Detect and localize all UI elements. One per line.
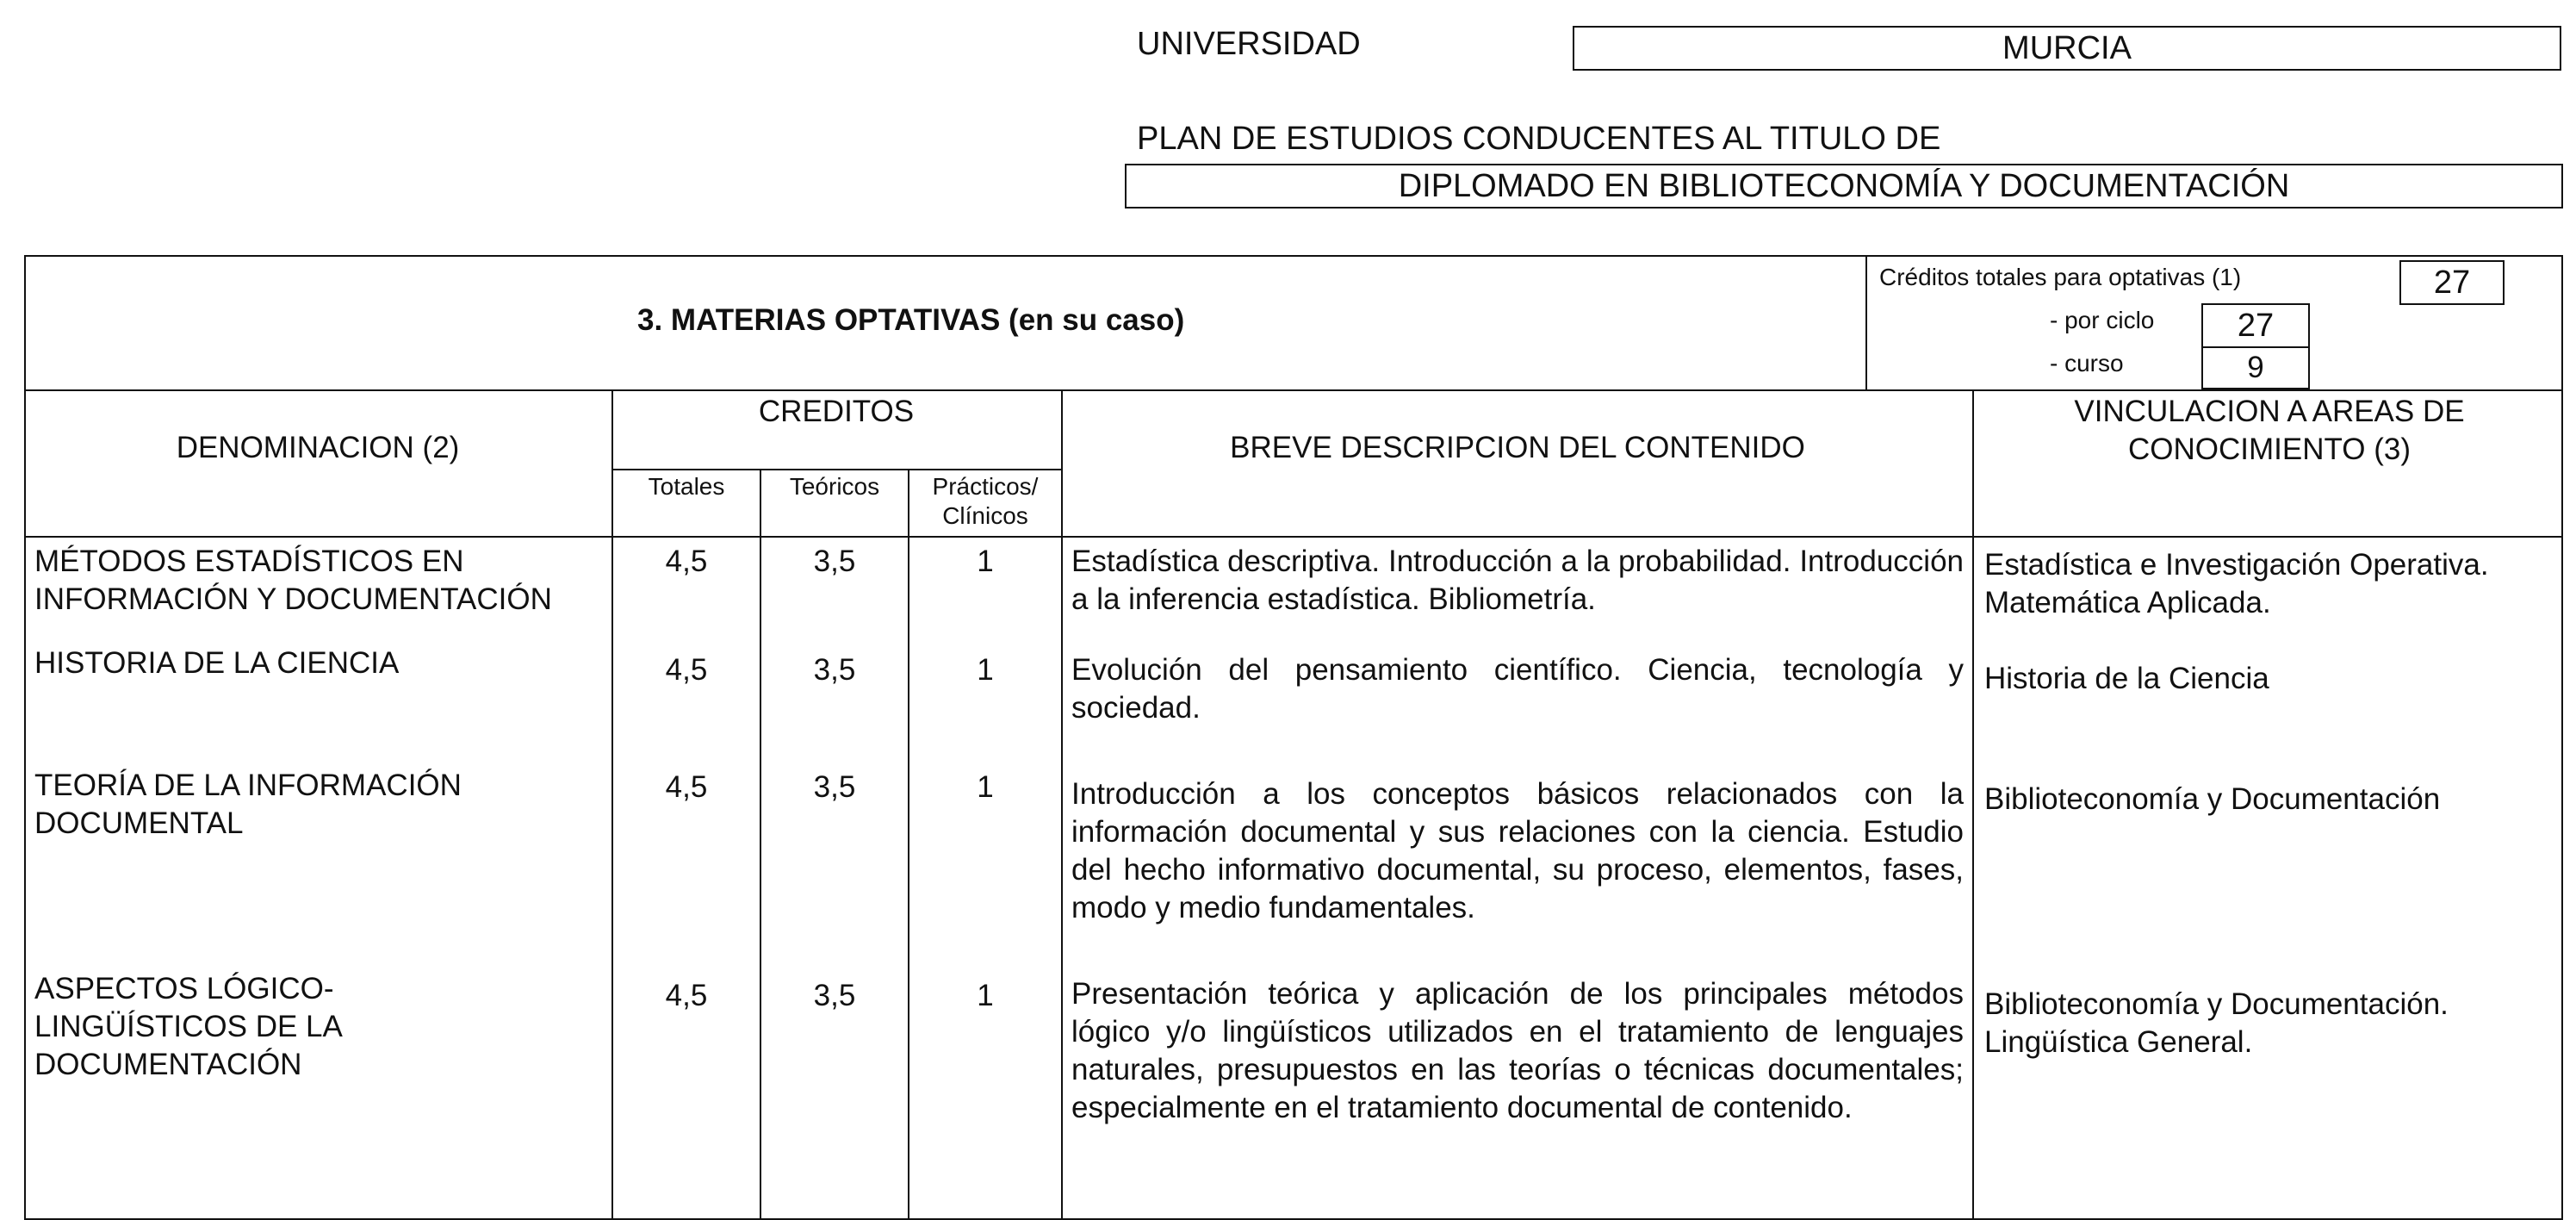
credits-total-label: Créditos totales para optativas (1) (1879, 264, 2242, 290)
row-4-areas: Biblioteconomía y Documentación. Lingüística General. (1984, 987, 2449, 1059)
row-4-practicos: 1 (977, 979, 994, 1012)
row-1-teoricos: 3,5 (813, 545, 856, 578)
col-totales: Totales (648, 473, 725, 500)
col-teoricos: Teóricos (789, 473, 880, 500)
degree-title: DIPLOMADO EN BIBLIOTECONOMÍA Y DOCUMENTACIÓN (1125, 164, 2563, 209)
row-2-areas: Historia de la Ciencia (1984, 662, 2269, 695)
row-3-practicos: 1 (977, 770, 994, 804)
per-cycle-value: 27 (2201, 303, 2310, 348)
row-4-name: ASPECTOS LÓGICO-LINGÜÍSTICOS DE LA DOCUMENTACIÓN (34, 972, 341, 1081)
col-practicos: Prácticos/ Clínicos (932, 473, 1039, 529)
row-1-practicos: 1 (977, 545, 994, 578)
col-vinculacion: VINCULACION A AREAS DE CONOCIMIENTO (3) (2074, 395, 2465, 466)
row-3-description: Introducción a los conceptos básicos relacionados con la información documental y sus relaciones con la ciencia. Estudio del hecho informativo documental, su proceso, elementos, fases, modo y medio fundamentales. (1071, 777, 1964, 924)
row-1-description: Estadística descriptiva. Introducción a la probabilidad. Introducción a la inferencia estadística. Bibliometría. (1071, 545, 1964, 616)
col-creditos: CREDITOS (758, 395, 915, 428)
row-4-description: Presentación teórica y aplicación de los principales métodos lógico y/o lingüísticos utilizados en el tratamiento de lenguajes naturales, presupuestos en las teorías o técnicas documentales; especialmente en el tratamiento documental de contenido. (1071, 977, 1964, 1124)
row-2-practicos: 1 (977, 653, 994, 687)
col-denominacion: DENOMINACION (2) (176, 431, 460, 464)
row-1-areas: Estadística e Investigación Operativa. Matemática Aplicada. (1984, 548, 2489, 619)
row-3-name: TEORÍA DE LA INFORMACIÓN DOCUMENTAL (34, 769, 462, 840)
credits-total-value: 27 (2399, 260, 2505, 305)
university-value: MURCIA (1573, 26, 2561, 71)
plan-label: PLAN DE ESTUDIOS CONDUCENTES AL TITULO DE (1137, 121, 1941, 157)
row-2-teoricos: 3,5 (813, 653, 856, 687)
per-course-value: 9 (2201, 346, 2310, 389)
per-cycle-label: - por ciclo (2050, 307, 2155, 333)
row-3-totales: 4,5 (665, 770, 708, 804)
col-descripcion: BREVE DESCRIPCION DEL CONTENIDO (1230, 431, 1805, 464)
section-title: 3. MATERIAS OPTATIVAS (en su caso) (637, 303, 1185, 337)
row-2-totales: 4,5 (665, 653, 708, 687)
university-label: UNIVERSIDAD (1137, 26, 1361, 62)
row-1-totales: 4,5 (665, 545, 708, 578)
per-course-label: - curso (2050, 350, 2124, 377)
row-4-totales: 4,5 (665, 979, 708, 1012)
row-4-teoricos: 3,5 (813, 979, 856, 1012)
row-2-name: HISTORIA DE LA CIENCIA (34, 646, 400, 680)
row-2-description: Evolución del pensamiento científico. Ciencia, tecnología y sociedad. (1071, 653, 1964, 725)
row-3-teoricos: 3,5 (813, 770, 856, 804)
row-1-name: MÉTODOS ESTADÍSTICOS EN INFORMACIÓN Y DOCUMENTACIÓN (34, 545, 552, 616)
row-3-areas: Biblioteconomía y Documentación (1984, 782, 2441, 816)
